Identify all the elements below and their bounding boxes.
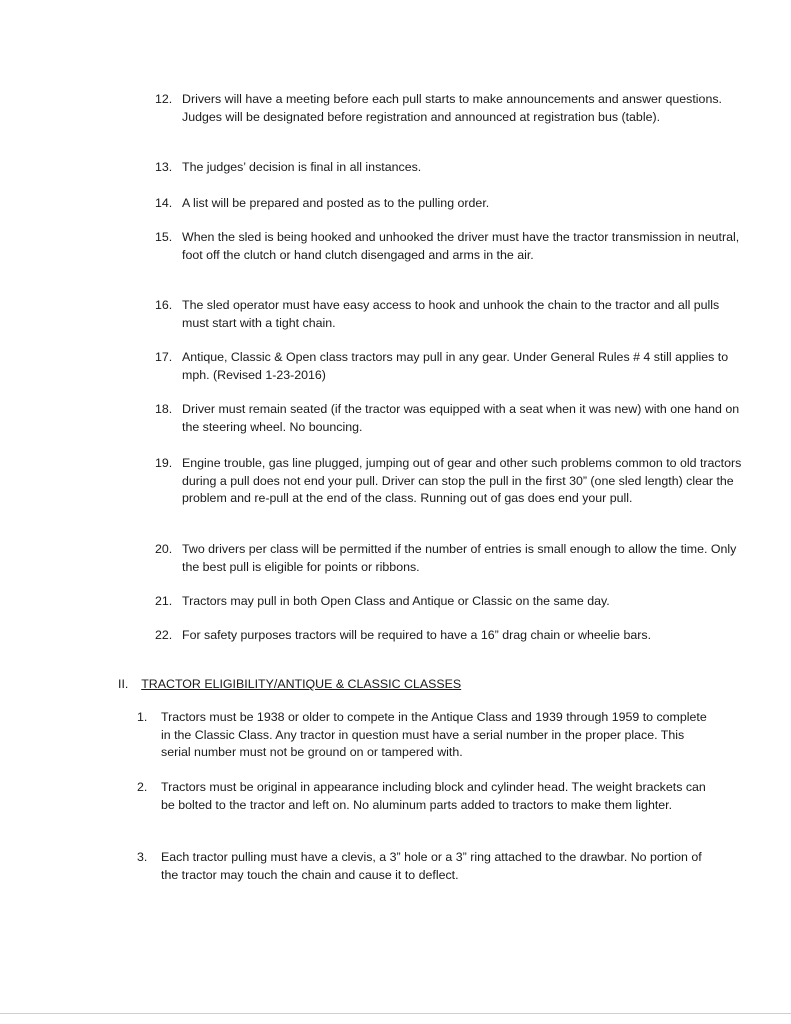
- page-bottom-edge: [0, 1013, 791, 1014]
- rule-text: A list will be prepared and posted as to the pulling order.: [182, 196, 490, 210]
- rule-item: [155, 229, 742, 264]
- eligibility-number: 2.: [137, 780, 148, 794]
- section-number: II.: [118, 677, 129, 691]
- eligibility-number: 3.: [137, 850, 148, 864]
- rule-item: [155, 401, 742, 436]
- eligibility-text: Tractors must be 1938 or older to compete in the Antique Class and 1939 through 1959 to complete in the Classic Class. Any tractor in question must have a serial number in the proper place. This serial number must not be ground on or tampered with.: [161, 710, 707, 759]
- rule-number: 16.: [155, 298, 173, 312]
- rule-item: [155, 541, 742, 576]
- rule-text: Drivers will have a meeting before each pull starts to make announcements and answer questions. Judges will be designated before registration and announced at registration bus (table).: [182, 92, 722, 124]
- rule-text: Antique, Classic & Open class tractors may pull in any gear. Under General Rules # 4 still applies to mph. (Revised 1-23-2016): [182, 350, 729, 382]
- rule-text: The judges’ decision is final in all instances.: [182, 160, 422, 174]
- rule-number: 15.: [155, 230, 173, 244]
- rule-number: 17.: [155, 350, 173, 364]
- rule-item: [155, 593, 742, 611]
- eligibility-text: Tractors must be original in appearance including block and cylinder head. The weight brackets can be bolted to the tractor and left on. No aluminum parts added to tractors to make them lighter.: [161, 780, 706, 812]
- eligibility-item: [137, 849, 717, 884]
- eligibility-item: [137, 709, 717, 762]
- rule-text: Driver must remain seated (if the tractor was equipped with a seat when it was new) with one hand on the steering wheel. No bouncing.: [182, 402, 740, 434]
- rule-item: [155, 349, 742, 384]
- rule-item: [155, 159, 742, 177]
- eligibility-number: 1.: [137, 710, 148, 724]
- rule-number: 22.: [155, 628, 173, 642]
- rule-text: When the sled is being hooked and unhooked the driver must have the tractor transmission in neutral, foot off the clutch or hand clutch disengaged and arms in the air.: [182, 230, 740, 262]
- rule-item: [155, 91, 742, 126]
- rule-text: Two drivers per class will be permitted if the number of entries is small enough to allow the time. Only the best pull is eligible for points or ribbons.: [182, 542, 737, 574]
- rule-number: 20.: [155, 542, 173, 556]
- eligibility-item: [137, 779, 717, 814]
- rule-number: 13.: [155, 160, 173, 174]
- rule-item: [155, 627, 742, 645]
- section-title: TRACTOR ELIGIBILITY/ANTIQUE & CLASSIC CLASSES: [141, 677, 462, 691]
- rule-item: [155, 297, 742, 332]
- eligibility-text: Each tractor pulling must have a clevis, a 3” hole or a 3” ring attached to the drawbar. No portion of the tractor may touch the chain and cause it to deflect.: [161, 850, 702, 882]
- rule-item: [155, 455, 742, 508]
- rule-text: For safety purposes tractors will be required to have a 16” drag chain or wheelie bars.: [182, 628, 652, 642]
- rule-number: 12.: [155, 92, 173, 106]
- rule-number: 21.: [155, 594, 173, 608]
- rule-number: 19.: [155, 456, 173, 470]
- rule-text: The sled operator must have easy access to hook and unhook the chain to the tractor and all pulls must start with a tight chain.: [182, 298, 720, 330]
- rule-number: 18.: [155, 402, 173, 416]
- rule-text: Engine trouble, gas line plugged, jumping out of gear and other such problems common to old tractors during a pull does not end your pull. Driver can stop the pull in the first 30” (one sled length) clear the problem and re-pull at the end of the class. Running out of gas does end your pull.: [182, 456, 742, 505]
- rule-number: 14.: [155, 196, 173, 210]
- rule-text: Tractors may pull in both Open Class and Antique or Classic on the same day.: [182, 594, 610, 608]
- section-heading: [118, 676, 461, 694]
- rule-item: [155, 195, 742, 213]
